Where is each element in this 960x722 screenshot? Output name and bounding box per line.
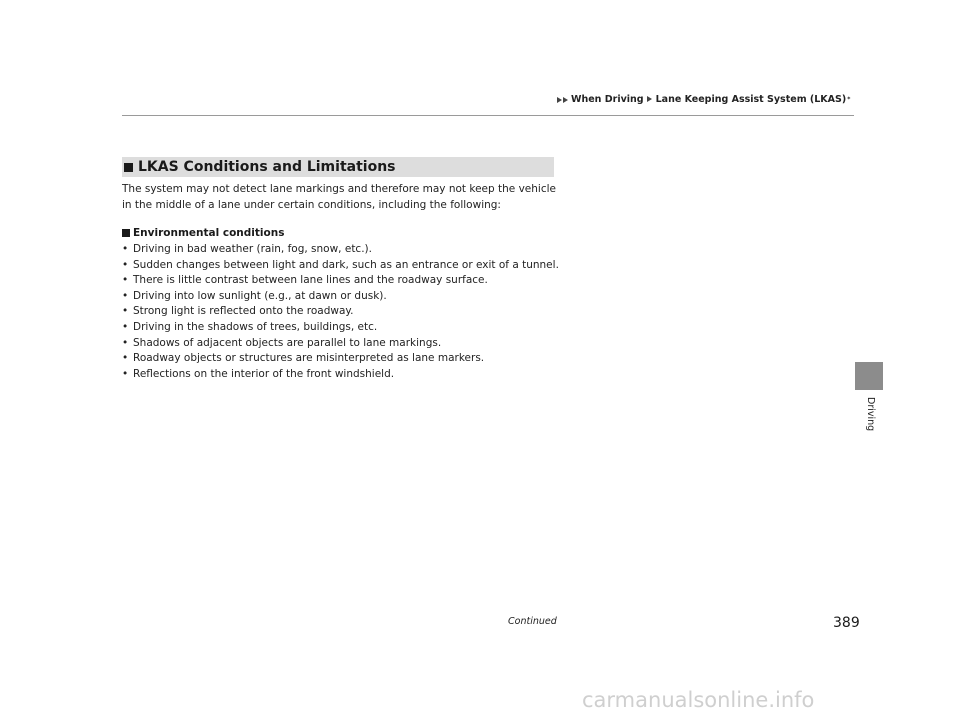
bullet-icon: • bbox=[122, 243, 129, 255]
bullet-icon: • bbox=[122, 289, 129, 302]
breadcrumb-level2: Lane Keeping Assist System (LKAS) bbox=[655, 94, 847, 105]
list-item: • Driving into low sunlight (e.g., at dawn or dusk). bbox=[122, 289, 572, 305]
square-bullet-icon bbox=[122, 229, 130, 237]
list-item: • Driving in bad weather (rain, fog, snow, etc.). bbox=[122, 242, 572, 258]
chapter-tab bbox=[855, 362, 883, 390]
list-item: • Roadway objects or structures are misinterpreted as lane markers. bbox=[122, 351, 572, 367]
list-item: • Driving in the shadows of trees, buildings, etc. bbox=[122, 320, 572, 336]
continued-label: Continued bbox=[508, 616, 557, 627]
watermark: carmanualsonline.info bbox=[582, 688, 815, 712]
list-item: • There is little contrast between lane lines and the roadway surface. bbox=[122, 273, 572, 289]
section-heading bbox=[122, 157, 554, 177]
square-bullet-icon bbox=[124, 163, 133, 172]
breadcrumb bbox=[557, 94, 850, 105]
list-item: • Sudden changes between light and dark, such as an entrance or exit of a tunnel. bbox=[122, 258, 572, 274]
arrow-right-icon bbox=[557, 97, 562, 103]
list-item: • Shadows of adjacent objects are parallel to lane markings. bbox=[122, 336, 572, 352]
list-item: • Strong light is reflected onto the roadway. bbox=[122, 304, 572, 320]
breadcrumb-level1: When Driving bbox=[571, 94, 644, 105]
bullet-icon: • bbox=[122, 336, 129, 349]
arrow-right-icon bbox=[647, 96, 652, 102]
section-title: LKAS Conditions and Limitations bbox=[138, 159, 396, 175]
bullet-icon: • bbox=[122, 274, 129, 287]
header-divider bbox=[122, 115, 854, 116]
option-marker: * bbox=[847, 96, 851, 103]
bullet-icon: • bbox=[122, 305, 129, 318]
list-item: • Reflections on the interior of the front windshield. bbox=[122, 367, 572, 383]
environmental-subheading bbox=[122, 227, 284, 239]
arrow-right-icon bbox=[563, 97, 568, 103]
chapter-label: Driving bbox=[865, 397, 876, 432]
bullet-icon: • bbox=[122, 258, 129, 271]
page-number: 389 bbox=[833, 615, 860, 631]
bullet-icon: • bbox=[122, 367, 129, 380]
bullet-icon: • bbox=[122, 352, 129, 365]
environmental-list bbox=[122, 242, 572, 382]
environmental-heading: Environmental conditions bbox=[133, 227, 285, 239]
intro-paragraph: The system may not detect lane markings and therefore may not keep the vehicle in the middle of a lane under certain conditions, including the following: bbox=[122, 183, 556, 211]
bullet-icon: • bbox=[122, 320, 129, 333]
